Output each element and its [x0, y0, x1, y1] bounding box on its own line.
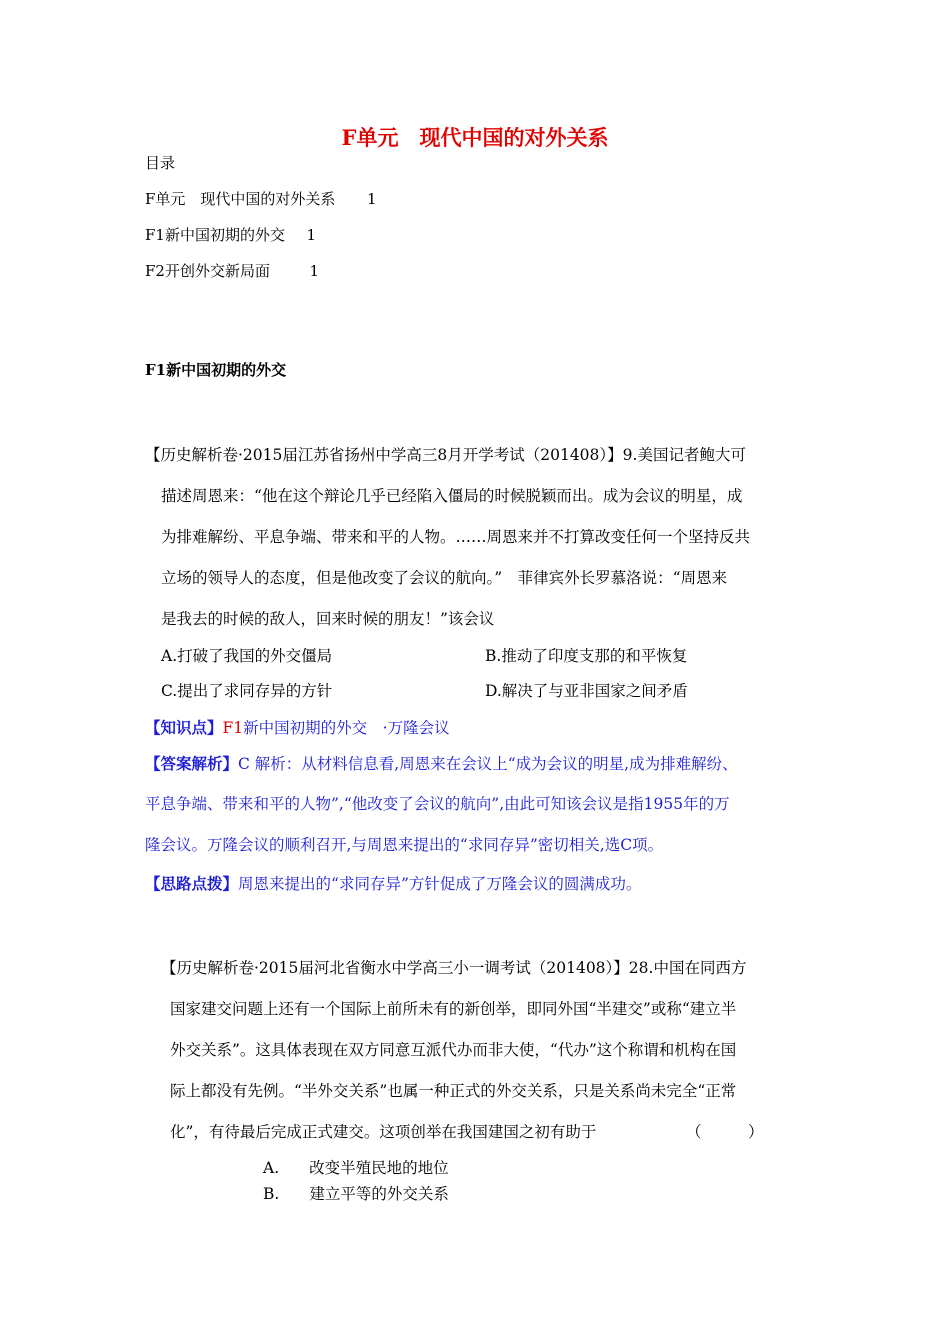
q2-stem-line: 际上都没有先例。“半外交关系”也属一种正式的外交关系，只是关系尚未完全“正常: [170, 1082, 737, 1100]
q1-analysis-line: 隆会议。万隆会议的顺利召开,与周恩来提出的“求同存异”密切相关,选C项。: [145, 836, 664, 854]
q1-option-c: C.提出了求同存异的方针: [161, 682, 333, 700]
knowledge-tag: 【知识点】: [145, 718, 223, 737]
option-text: 建立平等的外交关系: [309, 1185, 449, 1203]
option-text: 改变半殖民地的地位: [309, 1159, 449, 1177]
toc-item[interactable]: [145, 260, 319, 281]
toc-item-label: F1新中国初期的外交: [145, 226, 285, 244]
knowledge-text: 新中国初期的外交 ·万隆会议: [243, 719, 450, 737]
q2-stem-line: 【历史解析卷·2015届河北省衡水中学高三小一调考试（201408）】28.中国在同西方: [161, 959, 747, 977]
q2-option-b: [263, 1177, 449, 1212]
q1-analysis-line: 平息争端、带来和平的人物”,“他改变了会议的航向”,由此可知该会议是指1955年的万: [145, 795, 730, 813]
toc-item-page: 1: [309, 262, 320, 280]
answer-blank: （ ）: [686, 1123, 764, 1141]
page-title: F单元 现代中国的对外关系: [341, 125, 609, 150]
section-heading: F1新中国初期的外交: [145, 361, 287, 379]
toc-item-page: 1: [306, 226, 317, 244]
toc-item[interactable]: [145, 224, 316, 245]
toc-item-label: F单元 现代中国的对外关系: [145, 190, 336, 208]
q1-option-d: D.解决了与亚非国家之间矛盾: [485, 682, 688, 700]
toc-item-page: 1: [366, 190, 377, 208]
toc-heading: 目录: [145, 154, 176, 172]
q1-option-b: B.推动了印度支那的和平恢复: [485, 647, 688, 665]
knowledge-code: F1: [222, 719, 244, 737]
tip-text: 周恩来提出的“求同存异”方针促成了万隆会议的圆满成功。: [238, 875, 642, 893]
q2-stem-line: 国家建交问题上还有一个国际上前所未有的新创举，即同外国“半建交”或称“建立半: [170, 1000, 737, 1018]
option-letter: B.: [263, 1185, 280, 1203]
q2-stem-line: 化”，有待最后完成正式建交。这项创举在我国建国之初有助于: [170, 1123, 597, 1141]
toc-item[interactable]: [145, 188, 377, 209]
q1-stem-line: 立场的领导人的态度，但是他改变了会议的航向。” 菲律宾外长罗慕洛说：“周恩来: [161, 569, 728, 587]
toc-item-label: F2开创外交新局面: [145, 262, 270, 280]
q1-knowledge: [145, 710, 450, 746]
analysis-text: C 解析：从材料信息看,周恩来在会议上“成为会议的明星,成为排难解纷、: [238, 755, 738, 773]
q1-stem-line: 描述周恩来：“他在这个辩论几乎已经陷入僵局的时候脱颖而出。成为会议的明星，成: [161, 487, 743, 505]
analysis-tag: 【答案解析】: [145, 754, 239, 773]
q1-option-a: A.打破了我国的外交僵局: [161, 647, 333, 665]
q1-tip: [145, 866, 641, 902]
q1-stem-line: 【历史解析卷·2015届江苏省扬州中学高三8月开学考试（201408）】9.美国记者鲍大可: [145, 446, 746, 464]
q2-stem-line: 外交关系”。这具体表现在双方同意互派代办而非大使，“代办”这个称谓和机构在国: [170, 1041, 737, 1059]
q1-stem-line: 为排难解纷、平息争端、带来和平的人物。……周恩来并不打算改变任何一个坚持反共: [161, 528, 751, 546]
option-letter: A.: [263, 1159, 280, 1177]
q1-stem-line: 是我去的时候的敌人，回来时候的朋友！”该会议: [161, 610, 495, 628]
q1-analysis-line: [145, 746, 738, 782]
tip-tag: 【思路点拨】: [145, 874, 239, 893]
